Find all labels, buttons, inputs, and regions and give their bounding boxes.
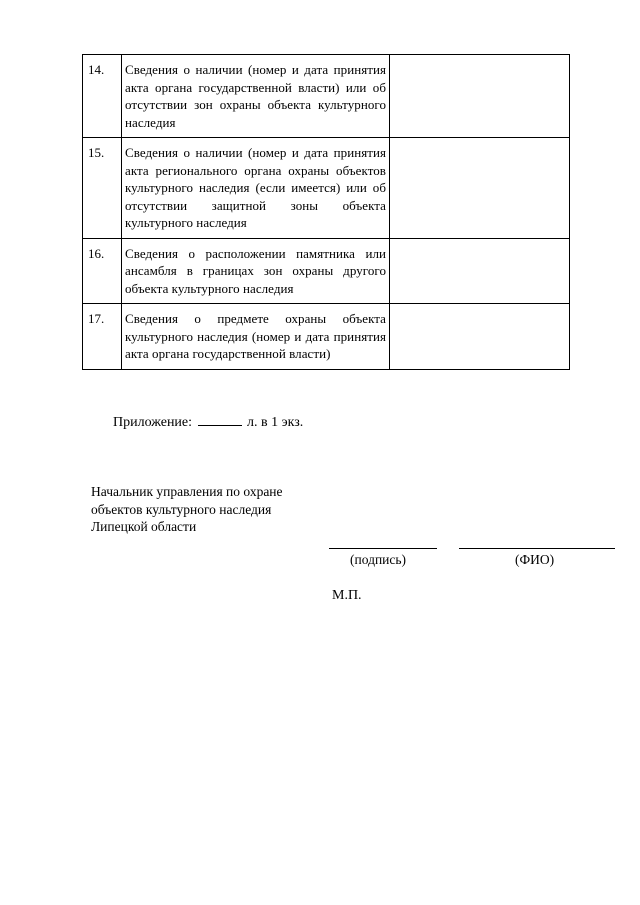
stamp-placeholder: М.П. — [332, 588, 362, 603]
table-row — [83, 238, 570, 304]
appendix-line — [113, 413, 303, 432]
row-description: Сведения о наличии (номер и дата принятия акта органа государственной власти) или об отсутствии зон охраны объекта культурного наследия — [125, 62, 386, 130]
signature-caption: (подпись) — [350, 552, 407, 567]
name-line — [459, 548, 615, 549]
row-description-cell — [122, 238, 390, 304]
row-value — [390, 55, 570, 138]
row-number: 15. — [83, 138, 122, 239]
row-number: 17. — [83, 304, 122, 370]
name-caption: (ФИО) — [515, 552, 555, 567]
appendix-label: Приложение: — [113, 415, 193, 430]
row-description: Сведения о предмете охраны объекта культурного наследия (номер и дата принятия акта органа государственной власти) — [125, 311, 386, 361]
row-number: 16. — [83, 238, 122, 304]
official-position-title: Начальник управления по охране объектов культурного наследия Липецкой области — [91, 484, 283, 534]
row-description-cell — [122, 304, 390, 370]
table-row — [83, 304, 570, 370]
table-row — [83, 138, 570, 239]
appendix-suffix: л. в 1 экз. — [247, 415, 304, 430]
row-description-cell — [122, 138, 390, 239]
row-description: Сведения о расположении памятника или ансамбля в границах зон охраны другого объекта культурного наследия — [125, 245, 386, 296]
row-description: Сведения о наличии (номер и дата принятия акта регионального органа охраны объектов культурного наследия (если имеется) или об отсутствии защитной зоны объекта культурного наследия — [125, 145, 386, 230]
row-value — [390, 304, 570, 370]
row-value — [390, 138, 570, 239]
row-description-cell — [122, 55, 390, 138]
signature-line — [329, 548, 437, 549]
appendix-pages-blank — [198, 413, 242, 426]
row-value — [390, 238, 570, 304]
table-row — [83, 55, 570, 138]
row-number: 14. — [83, 55, 122, 138]
info-table — [82, 54, 570, 370]
